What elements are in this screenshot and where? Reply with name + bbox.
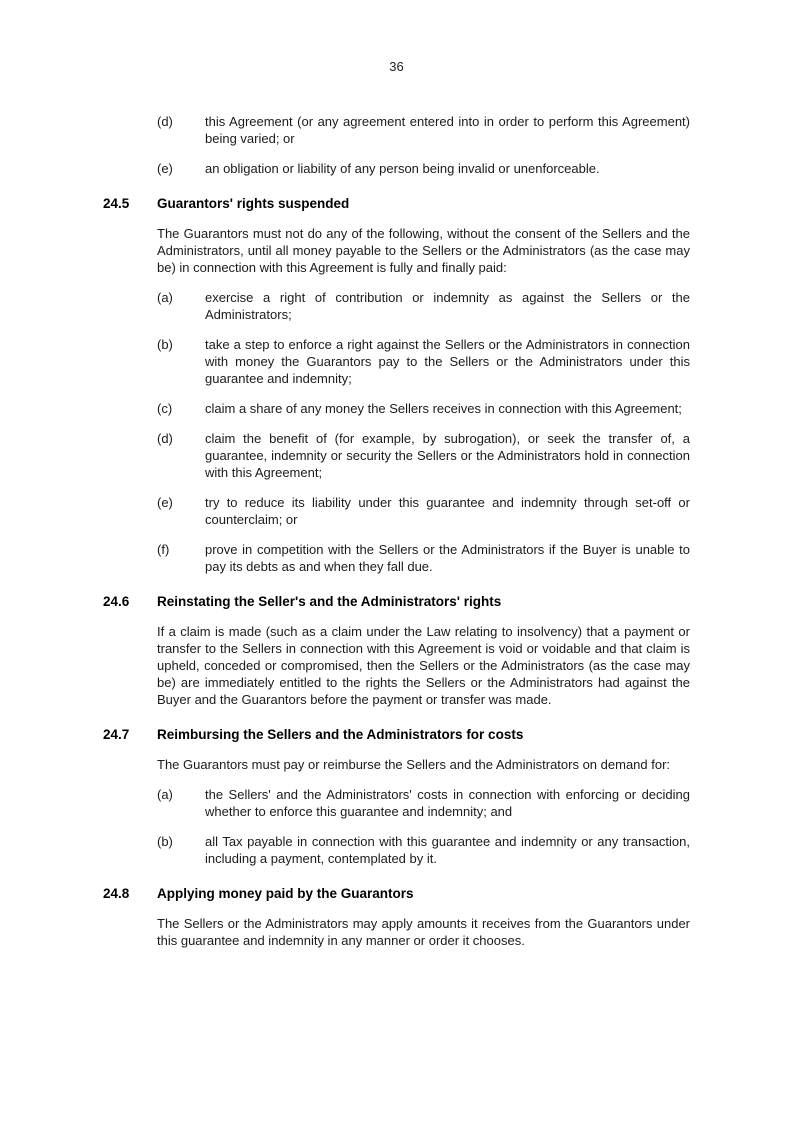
list-item-text: take a step to enforce a right against the Sellers or the Administrators in connection with money the Guarantors pay to the Sellers or the Administrators under this guarantee and indemnity;: [205, 337, 690, 386]
list-item-marker: (c): [157, 401, 173, 416]
section-number: 24.5: [103, 196, 130, 211]
paragraph: The Guarantors must pay or reimburse the Sellers and the Administrators on demand for:: [157, 757, 671, 772]
section-heading: [103, 726, 692, 744]
list-item: [157, 786, 690, 820]
page-number: 36: [389, 59, 404, 74]
list-item-text: prove in competition with the Sellers or the Administrators if the Buyer is unable to pay its debts as and when they fall due.: [205, 542, 690, 574]
list-item: [157, 289, 690, 323]
section-number: 24.8: [103, 886, 130, 901]
section-title: Reinstating the Seller's and the Administrators' rights: [157, 594, 502, 609]
list-item-text: this Agreement (or any agreement entered into in order to perform this Agreement) being varied; or: [205, 114, 690, 146]
list-item: [157, 430, 690, 481]
list-item-marker: (b): [157, 834, 173, 849]
list-item-marker: (e): [157, 495, 173, 510]
list-item-marker: (a): [157, 290, 173, 305]
section-heading: [103, 593, 692, 611]
section-title: Guarantors' rights suspended: [157, 196, 350, 211]
list-item-text: claim a share of any money the Sellers receives in connection with this Agreement;: [205, 401, 682, 416]
list-item-text: claim the benefit of (for example, by subrogation), or seek the transfer of, a guarantee, indemnity or security the Sellers or the Administrators hold in connection with this Agreement;: [205, 431, 690, 480]
list-item: [157, 494, 690, 528]
document-content: [103, 113, 692, 949]
list-item-marker: (e): [157, 161, 173, 176]
list-item-text: exercise a right of contribution or indemnity as against the Sellers or the Administrators;: [205, 290, 690, 322]
list-item-marker: (d): [157, 431, 173, 446]
list-item-text: all Tax payable in connection with this guarantee and indemnity or any transaction, including a payment, contemplated by it.: [205, 834, 690, 866]
list-item-marker: (f): [157, 542, 170, 557]
list-item: [157, 336, 690, 387]
paragraph: The Guarantors must not do any of the following, without the consent of the Sellers and the Administrators, until all money payable to the Sellers or the Administrators (as the case may be) in connection with this Agreement is fully and finally paid:: [157, 226, 690, 275]
list-item-text: try to reduce its liability under this guarantee and indemnity through set-off or counterclaim; or: [205, 495, 690, 527]
section-title: Applying money paid by the Guarantors: [157, 886, 414, 901]
section-number: 24.6: [103, 594, 130, 609]
list-item: [157, 160, 690, 177]
section-number: 24.7: [103, 727, 130, 742]
paragraph: The Sellers or the Administrators may apply amounts it receives from the Guarantors under this guarantee and indemnity in any manner or order it chooses.: [157, 916, 690, 948]
list-item: [157, 400, 690, 417]
section-heading: [103, 885, 692, 903]
section-title: Reimbursing the Sellers and the Administrators for costs: [157, 727, 524, 742]
section-heading: [103, 195, 692, 213]
list-item-marker: (b): [157, 337, 173, 352]
list-item: [157, 113, 690, 147]
list-item-marker: (a): [157, 787, 173, 802]
list-item: [157, 541, 690, 575]
list-item-text: the Sellers' and the Administrators' costs in connection with enforcing or deciding whether to enforce this guarantee and indemnity; and: [205, 787, 690, 819]
paragraph: If a claim is made (such as a claim under the Law relating to insolvency) that a payment or transfer to the Sellers in connection with this Agreement is void or voidable and that claim is upheld, conceded or compromised, then the Sellers or the Administrators (as the case may be) are immediately entitled to the rights the Sellers or the Administrators had against the Buyer and the Guarantors before the payment or transfer was made.: [157, 624, 690, 707]
list-item: [157, 833, 690, 867]
list-item-marker: (d): [157, 114, 173, 129]
list-item-text: an obligation or liability of any person being invalid or unenforceable.: [205, 161, 600, 176]
